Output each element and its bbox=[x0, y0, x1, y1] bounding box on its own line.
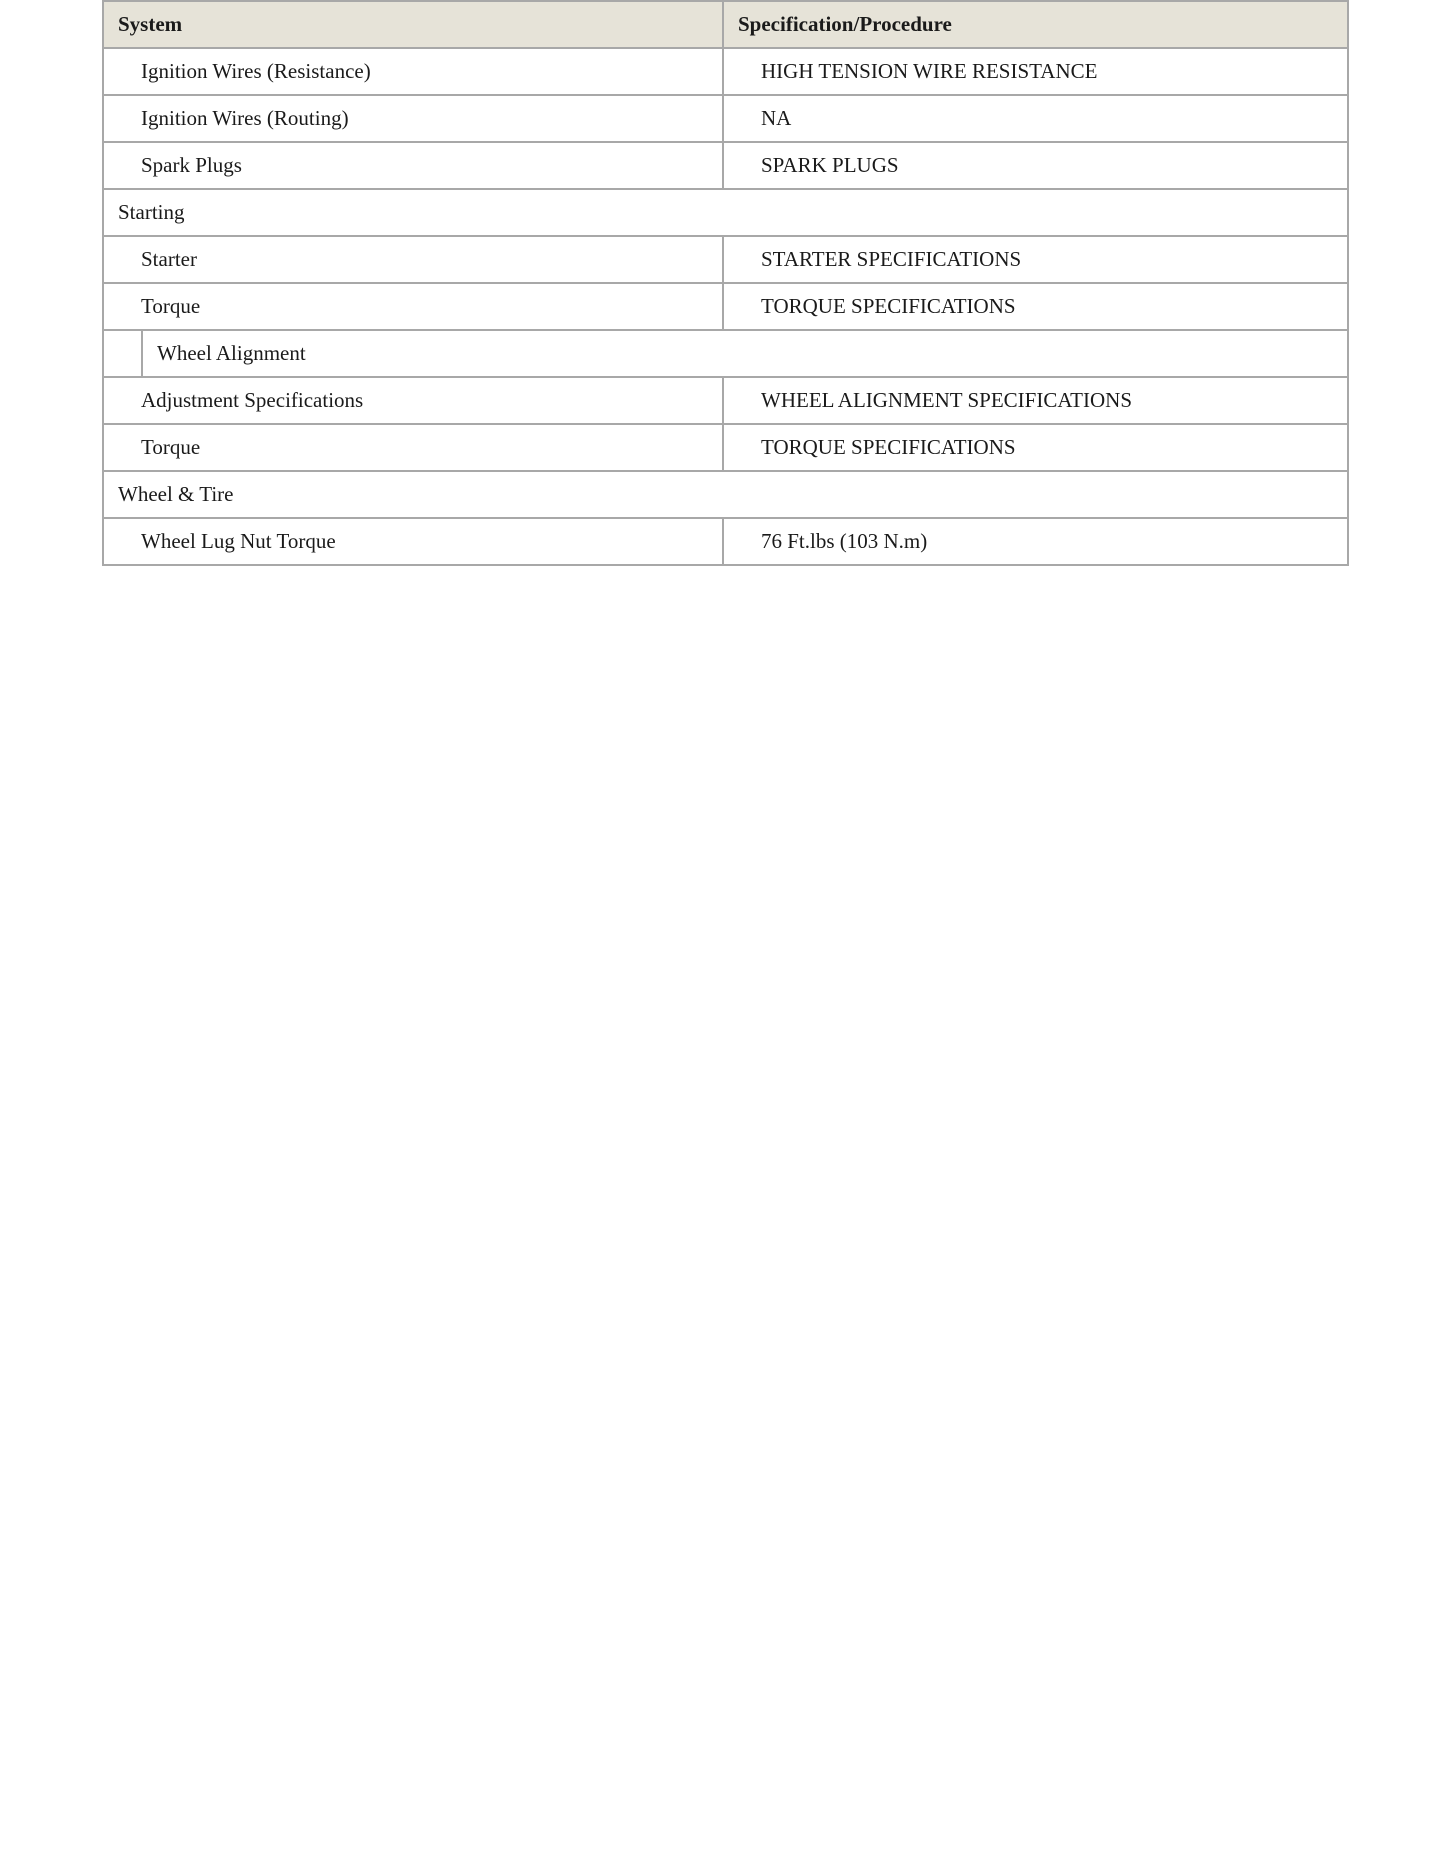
spec-link[interactable]: STARTER SPECIFICATIONS bbox=[723, 236, 1348, 283]
table-row bbox=[103, 95, 1348, 142]
system-cell: Adjustment Specifications bbox=[103, 377, 723, 424]
spec-link[interactable]: SPARK PLUGS bbox=[723, 142, 1348, 189]
table-row bbox=[103, 518, 1348, 565]
section-heading-wheel-tire: Wheel & Tire bbox=[103, 471, 1348, 518]
section-cell-wheel-alignment bbox=[103, 330, 1348, 377]
section-heading-starting: Starting bbox=[103, 189, 1348, 236]
table-header-row bbox=[103, 1, 1348, 48]
section-row bbox=[103, 471, 1348, 518]
table-row bbox=[103, 424, 1348, 471]
spec-cell: NA bbox=[723, 95, 1348, 142]
table-row bbox=[103, 283, 1348, 330]
spec-link[interactable]: HIGH TENSION WIRE RESISTANCE bbox=[723, 48, 1348, 95]
spec-link[interactable]: TORQUE SPECIFICATIONS bbox=[723, 424, 1348, 471]
system-cell: Wheel Lug Nut Torque bbox=[103, 518, 723, 565]
system-cell: Torque bbox=[103, 424, 723, 471]
indent-spacer bbox=[104, 331, 143, 376]
table-row bbox=[103, 48, 1348, 95]
table-row bbox=[103, 142, 1348, 189]
table-row bbox=[103, 377, 1348, 424]
system-cell: Spark Plugs bbox=[103, 142, 723, 189]
nested-section bbox=[104, 331, 1347, 376]
section-heading-wheel-alignment: Wheel Alignment bbox=[157, 341, 306, 365]
section-row bbox=[103, 330, 1348, 377]
column-header-specification: Specification/Procedure bbox=[723, 1, 1348, 48]
section-row bbox=[103, 189, 1348, 236]
column-header-system: System bbox=[103, 1, 723, 48]
system-cell: Ignition Wires (Routing) bbox=[103, 95, 723, 142]
spec-link[interactable]: WHEEL ALIGNMENT SPECIFICATIONS bbox=[723, 377, 1348, 424]
system-cell: Ignition Wires (Resistance) bbox=[103, 48, 723, 95]
spec-link[interactable]: TORQUE SPECIFICATIONS bbox=[723, 283, 1348, 330]
system-cell: Torque bbox=[103, 283, 723, 330]
specification-table bbox=[102, 0, 1349, 566]
spec-cell: 76 Ft.lbs (103 N.m) bbox=[723, 518, 1348, 565]
table-row bbox=[103, 236, 1348, 283]
system-cell: Starter bbox=[103, 236, 723, 283]
